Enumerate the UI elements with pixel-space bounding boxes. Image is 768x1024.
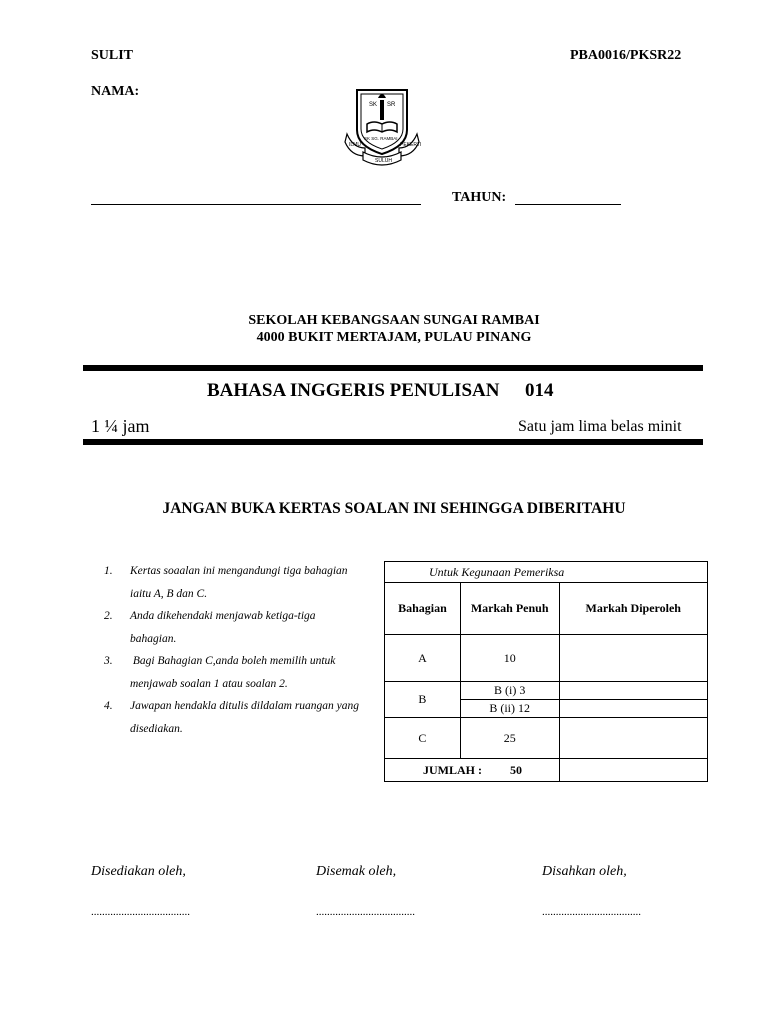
approved-by-signature-line[interactable]: .................................... (542, 906, 641, 918)
total-row (385, 759, 708, 782)
prepared-by-signature-line[interactable]: .................................... (91, 906, 190, 918)
school-logo (343, 86, 421, 172)
table-row: C 25 (385, 718, 708, 759)
confidential-label: SULIT (91, 48, 134, 63)
ribbon-bottom-text: SULUH (375, 158, 392, 164)
duration-short: 1 ¼ jam (91, 416, 150, 436)
table-header: Markah Penuh (460, 583, 559, 635)
total-value: 50 (510, 762, 522, 777)
subject-code: 014 (525, 380, 554, 401)
score-cell[interactable] (559, 700, 707, 718)
school-address: 4000 BUKIT MERTAJAM, PULAU PINANG (256, 330, 532, 345)
score-cell[interactable] (559, 718, 707, 759)
table-row: A 10 (385, 635, 708, 682)
school-name: SEKOLAH KEBANGSAAN SUNGAI RAMBAI (248, 313, 540, 328)
crest-initials: SK (369, 102, 378, 108)
do-not-open-warning: JANGAN BUKA KERTAS SOALAN INI SEHINGGA DIBERITAHU (162, 500, 626, 517)
instruction-item: 2. Anda dikehendaki menjawab ketiga-tiga bahagian. (104, 610, 316, 645)
paper-code: PBA0016/PKSR22 (570, 48, 682, 63)
examiner-marks-table (384, 561, 708, 782)
ribbon-left-text: ILMU (349, 142, 361, 148)
instructions-list (104, 560, 389, 740)
name-underline[interactable] (91, 204, 421, 205)
svg-text:SR: SR (387, 102, 396, 108)
checked-by-signature-line[interactable]: .................................... (316, 906, 415, 918)
school-crest-icon (343, 86, 421, 172)
checked-by-label: Disemak oleh, (316, 864, 397, 879)
approved-by-label: Disahkan oleh, (542, 864, 627, 879)
table-row: B B (i) 3 (385, 682, 708, 700)
score-cell[interactable] (559, 635, 707, 682)
top-rule (83, 365, 703, 371)
table-caption: Untuk Kegunaan Pemeriksa (385, 562, 708, 583)
bottom-rule (83, 439, 703, 445)
table-header: Bahagian (385, 583, 461, 635)
duration-long: Satu jam lima belas minit (518, 418, 682, 435)
crest-school-text: SK SG. RAMBAI (364, 136, 398, 141)
year-label: TAHUN: (452, 190, 507, 205)
instruction-item: 3. Bagi Bahagian C,anda boleh memilih untuk menjawab soalan 1 atau soalan 2. (104, 655, 336, 690)
table-row: B (ii) 12 (385, 700, 708, 718)
score-cell[interactable] (559, 682, 707, 700)
table-header: Markah Diperoleh (559, 583, 707, 635)
total-label: JUMLAH : (423, 762, 482, 777)
score-cell[interactable] (559, 759, 707, 782)
subject-title: BAHASA INGGERIS PENULISAN (207, 380, 500, 401)
instruction-item: 4. Jawapan hendakla ditulis dildalam ruangan yang disediakan. (104, 700, 360, 735)
name-label: NAMA: (91, 84, 140, 99)
year-underline[interactable] (515, 204, 621, 205)
ribbon-right-text: PEKERTI (400, 142, 421, 148)
instruction-item: 1. Kertas soaalan ini mengandungi tiga bahagian iaitu A, B dan C. (104, 565, 348, 600)
prepared-by-label: Disediakan oleh, (91, 864, 186, 879)
